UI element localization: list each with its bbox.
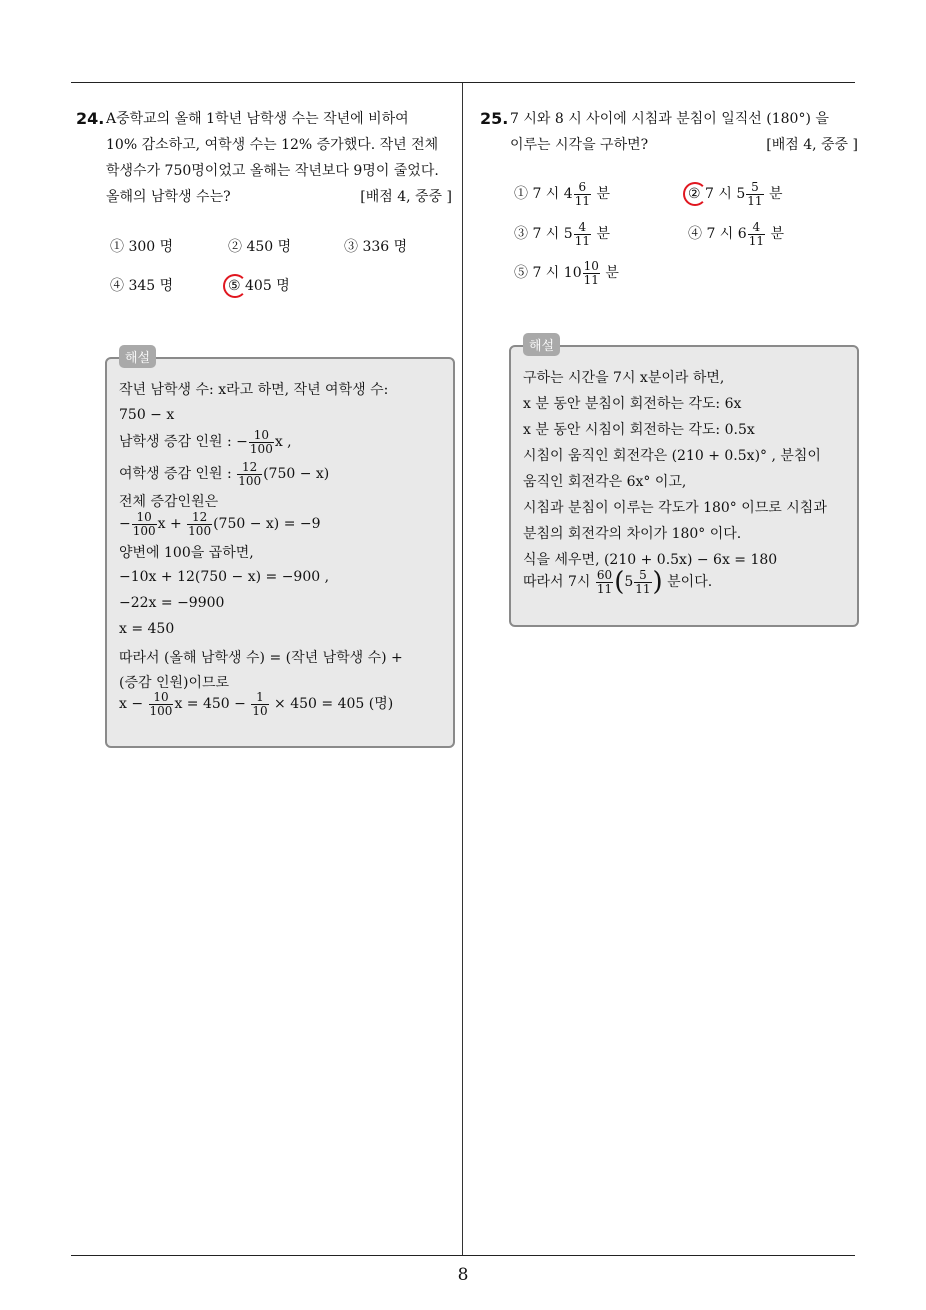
solution-line: 시침과 분침이 이루는 각도가 180° 이므로 시침과 [523,500,827,516]
fraction: $\frac{4}{11}$ [574,219,590,248]
solution-line: 시침이 움직인 회전각은 (210 + 0.5x)° , 분침이 [523,448,821,464]
answer-mark-circle [683,182,707,206]
score-label: [배점 4, 중중 ] [360,189,452,205]
solution-box-25 [509,339,859,627]
solution-tag: 해설 [119,345,156,368]
answer-mark-circle [223,274,247,298]
solution-line: x 분 동안 분침이 회전하는 각도: 6x [523,396,742,412]
option-4[interactable]: ④ 345 명 [110,278,174,294]
solution-line: 구하는 시간을 7시 x분이라 하면, [523,370,725,386]
score-label: [배점 4, 중중 ] [766,137,858,153]
top-rule [71,82,855,83]
option-1[interactable]: ① 300 명 [110,239,174,255]
option-5[interactable]: ⑤ 7 시 10 $\frac{10}{11}$ 분 [514,258,619,287]
option-label: 405 명 [245,278,290,294]
question-text-line: 학생수가 750명이었고 올해는 작년보다 9명이 줄었다. [106,163,439,179]
question-text-line: 10% 감소하고, 여학생 수는 12% 증가했다. 작년 전체 [106,137,439,153]
solution-tag: 해설 [523,333,560,356]
solution-line: x = 450 [119,621,175,637]
option-3[interactable]: ③ 336 명 [344,239,408,255]
fraction: $\frac{6}{11}$ [574,179,590,208]
option-5[interactable] [228,272,290,300]
option-2[interactable]: ② 7 시 5 $\frac{5}{11}$ 분 [688,180,783,208]
option-symbol: ⑤ [228,272,241,300]
fraction: $\frac{10}{11}$ [583,258,599,287]
solution-line: 따라서 (올해 남학생 수) = (작년 남학생 수) + [119,650,403,666]
solution-line: 분침의 회전각의 차이가 180° 이다. [523,526,742,542]
solution-line: 남학생 증감 인원 : − $\frac{10}{100}$ x , [119,428,292,456]
solution-line: 750 − x [119,407,175,423]
fraction: $\frac{12}{100}$ [238,460,262,488]
solution-line: 따라서 7시 $\frac{60}{11}$ (5 $\frac{5}{11}$ ) 분이다. [523,567,713,597]
solution-line: x 분 동안 시침이 회전하는 각도: 0.5x [523,422,755,438]
solution-line: 양변에 100을 곱하면, [119,545,254,561]
question-text-line: 이루는 시각을 구하면? [510,137,649,153]
solution-line: 식을 세우면, (210 + 0.5x) − 6x = 180 [523,552,778,568]
fraction: $\frac{10}{100}$ [249,428,273,456]
fraction: $\frac{1}{10}$ [252,690,268,718]
solution-line: (증감 인원)이므로 [119,675,230,691]
solution-line: 움직인 회전각은 6x° 이고, [523,474,687,490]
solution-line: 작년 남학생 수: x라고 하면, 작년 여학생 수: [119,382,389,398]
fraction: $\frac{5}{11}$ [747,179,763,208]
question-text-line: 7 시와 8 시 사이에 시침과 분침이 일직선 (180°) 을 [510,111,829,127]
fraction: $\frac{5}{11}$ [635,567,651,596]
question-24 [76,106,452,216]
solution-line: 전체 증감인원은 [119,494,219,510]
solution-line: −10x + 12(750 − x) = −900 , [119,569,330,585]
fraction: $\frac{60}{11}$ [596,567,613,596]
option-symbol: ② [688,180,701,208]
solution-line: − $\frac{10}{100}$ x + $\frac{12}{100}$ (750 − x) = −9 [119,510,321,538]
page-number: 8 [457,1265,469,1285]
bottom-rule [71,1255,855,1256]
option-1[interactable]: ① 7 시 4 $\frac{6}{11}$ 분 [514,179,610,208]
column-divider [462,83,463,1255]
fraction: $\frac{4}{11}$ [748,219,764,248]
question-number: 25. [480,109,509,128]
solution-line: x − $\frac{10}{100}$ x = 450 − $\frac{1}{10}$ × 450 = 405 (명) [119,690,394,718]
option-2[interactable]: ② 450 명 [228,239,292,255]
question-number: 24. [76,109,105,128]
solution-box-24 [105,351,455,748]
fraction: $\frac{12}{100}$ [188,510,212,538]
solution-line: 여학생 증감 인원 : $\frac{12}{100}$ (750 − x) [119,460,330,488]
option-3[interactable]: ③ 7 시 5 $\frac{4}{11}$ 분 [514,219,610,248]
fraction: $\frac{10}{100}$ [149,690,173,718]
option-4[interactable]: ④ 7 시 6 $\frac{4}{11}$ 분 [688,219,784,248]
fraction: $\frac{10}{100}$ [132,510,156,538]
question-25 [480,106,858,162]
solution-line: −22x = −9900 [119,595,225,611]
question-text-line: 올해의 남학생 수는? [106,189,231,205]
question-text-line: A중학교의 올해 1학년 남학생 수는 작년에 비하여 [106,111,409,127]
